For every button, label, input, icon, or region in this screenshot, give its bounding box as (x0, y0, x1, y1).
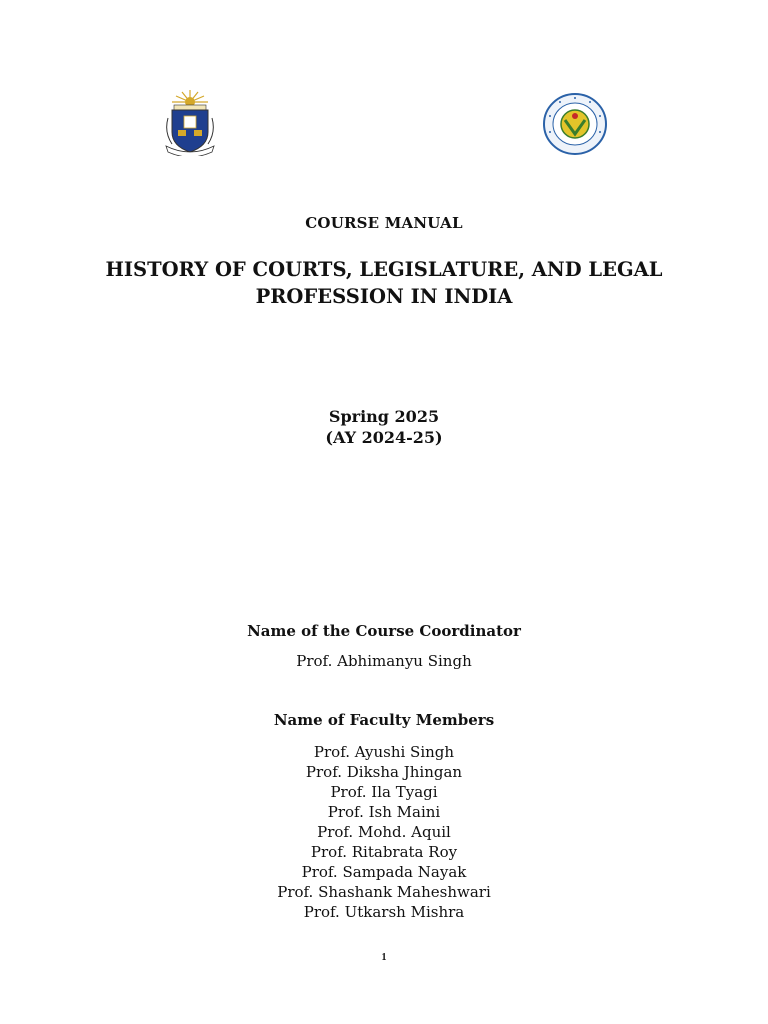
coordinator-name: Prof. Abhimanyu Singh (296, 652, 472, 670)
faculty-member: Prof. Utkarsh Mishra (303, 903, 465, 921)
term-semester: Spring 2025 (328, 407, 440, 426)
page-number: 1 (381, 952, 387, 963)
faculty-member: Prof. Sampada Nayak (301, 863, 467, 881)
university-crest-icon (160, 88, 220, 156)
faculty-member: Prof. Shashank Maheshwari (277, 883, 491, 901)
term-info (0, 406, 768, 448)
faculty-member: Prof. Diksha Jhingan (305, 763, 463, 781)
faculty-member: Prof. Ritabrata Roy (310, 843, 458, 861)
faculty-member: Prof. Mohd. Aquil (317, 823, 451, 841)
faculty-member: Prof. Ayushi Singh (313, 743, 455, 761)
course-title (0, 256, 768, 310)
coordinator-heading: Name of the Course Coordinator (247, 622, 521, 640)
term-academic-year: (AY 2024-25) (325, 428, 443, 447)
course-title-line: PROFESSION IN INDIA (255, 285, 513, 308)
faculty-member: Prof. Ila Tyagi (330, 783, 438, 801)
faculty-member: Prof. Ish Maini (327, 803, 441, 821)
law-school-seal-icon (540, 92, 610, 156)
faculty-list (0, 742, 768, 922)
course-title-line: HISTORY OF COURTS, LEGISLATURE, AND LEGAL (105, 258, 663, 281)
document-label: COURSE MANUAL (305, 214, 463, 232)
faculty-heading: Name of Faculty Members (273, 711, 495, 729)
